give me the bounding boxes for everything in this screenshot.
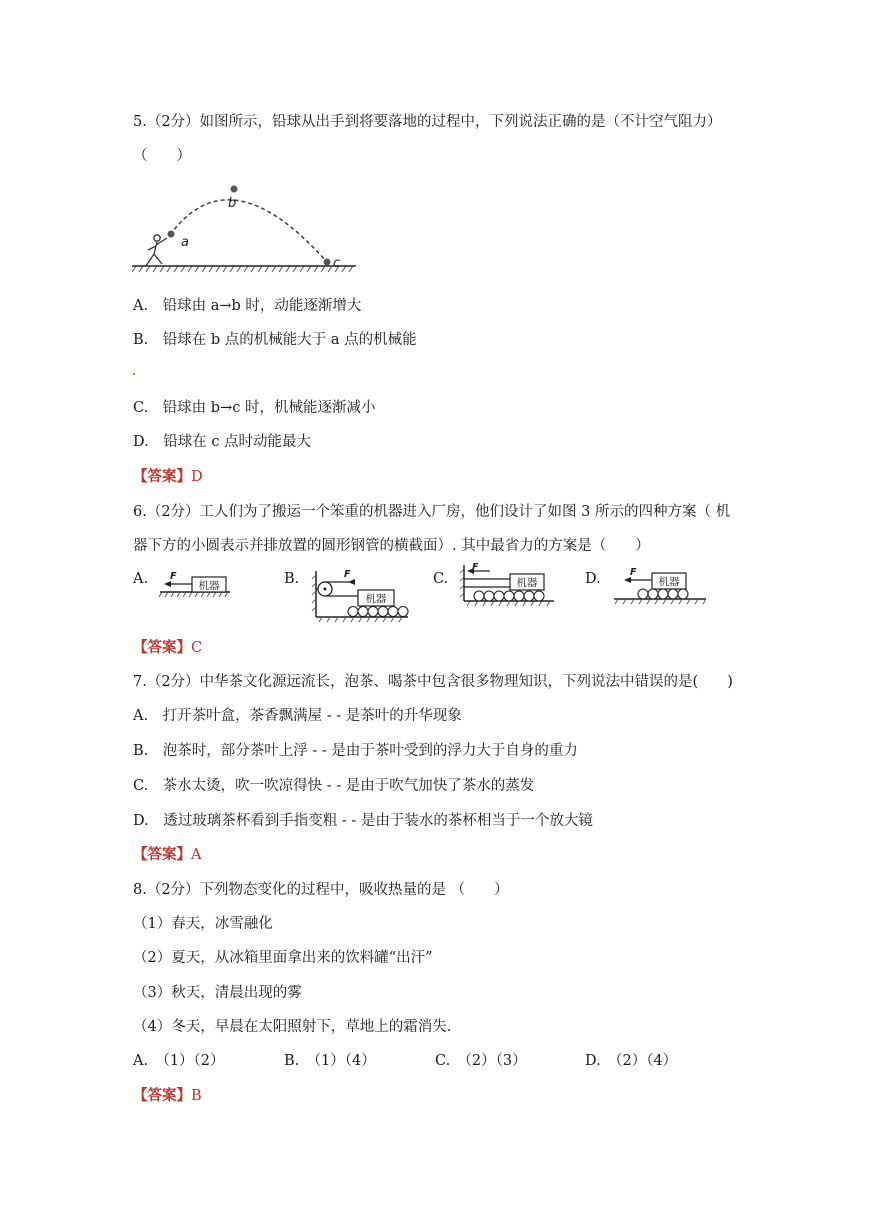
label-b: b: [228, 196, 237, 211]
q8-option-c: C. （2）（3）: [435, 1053, 527, 1069]
label-c: c: [333, 256, 341, 271]
q6-stem-line2: 器下方的小圆表示并排放置的圆形钢管的横截面）. 其中最省力的方案是（ ）: [133, 538, 650, 554]
q5-answer: [133, 467, 203, 487]
ball-b: [231, 186, 238, 193]
answer-bracket-close: 】: [176, 468, 191, 485]
label-a: a: [181, 235, 189, 250]
q6-option-letter-b: B.: [284, 571, 300, 587]
answer-label: 答案: [147, 639, 177, 656]
machine-label-a: 机器: [198, 580, 220, 592]
force-label-c: F: [472, 562, 479, 573]
force-label-a: F: [170, 571, 177, 582]
answer-value: A: [191, 847, 202, 863]
answer-label: 答案: [147, 468, 177, 485]
answer-bracket-close: 】: [176, 639, 191, 656]
q7-option-a: A. 打开茶叶盒，茶香飘满屋 - - 是茶叶的升华现象: [133, 708, 462, 724]
answer-value: C: [191, 640, 203, 656]
ground-hatching: [132, 266, 356, 272]
force-label-d: F: [630, 567, 637, 578]
q6-answer: [133, 638, 202, 658]
answer-bracket-open: 【: [133, 1087, 148, 1104]
q6-stem-line1: 6.（2分）工人们为了搬运一个笨重的机器进入厂房，他们设计了如图 3 所示的四种方案（ 机: [133, 504, 731, 520]
answer-bracket-open: 【: [133, 639, 148, 656]
q5-option-c: C. 铅球由 b→c 时，机械能逐渐减小: [133, 400, 376, 416]
q5-option-b: B. 铅球在 b 点的机械能大于 a 点的机械能: [133, 332, 417, 348]
answer-bracket-close: 】: [176, 846, 191, 863]
machine-label-d: 机器: [658, 576, 680, 588]
q6-figure-c: [458, 563, 558, 607]
q8-option-a: A. （1）（2）: [133, 1053, 225, 1069]
q8-option-b: B. （1）（4）: [284, 1053, 376, 1069]
q5-option-a: A. 铅球由 a→b 时，动能逐渐增大: [133, 298, 362, 314]
q7-option-c: C. 茶水太烫，吹一吹凉得快 - - 是由于吹气加快了茶水的蒸发: [133, 778, 535, 794]
ball-a: [168, 231, 175, 238]
answer-bracket-open: 【: [133, 846, 148, 863]
force-label-b: F: [344, 569, 351, 580]
q7-option-d: D. 透过玻璃茶杯看到手指变粗 - - 是由于装水的茶杯相当于一个放大镜: [133, 813, 593, 829]
answer-label: 答案: [147, 1087, 177, 1104]
q6-figure-d: [610, 566, 710, 606]
answer-bracket-close: 】: [176, 1087, 191, 1104]
q7-option-b: B. 泡茶时，部分茶叶上浮 - - 是由于茶叶受到的浮力大于自身的重力: [133, 743, 578, 759]
q8-item-3: （3）秋天，清晨出现的雾: [133, 985, 302, 1001]
answer-label: 答案: [147, 846, 177, 863]
q5-answer-paren: （ ）: [133, 148, 191, 164]
q6-option-letter-a: A.: [133, 571, 149, 587]
q8-option-d: D. （2）（4）: [585, 1053, 678, 1069]
q5-trajectory-figure: [130, 178, 360, 274]
answer-value: B: [191, 1088, 202, 1104]
ball-c: [324, 259, 331, 266]
q8-stem: 8.（2分）下列物态变化的过程中，吸收热量的是 （ ）: [133, 882, 509, 898]
machine-label-b: 机器: [365, 593, 387, 605]
answer-value: D: [191, 469, 203, 485]
q6-figure-a: [158, 568, 234, 600]
q5-stem: 5.（2分）如图所示，铅球从出手到将要落地的过程中，下列说法正确的是（不计空气阻力）: [133, 114, 722, 130]
trajectory-curve: [170, 200, 327, 262]
q8-item-4: （4）冬天，早晨在太阳照射下，草地上的霜消失.: [133, 1019, 452, 1035]
q5-option-d: D. 铅球在 c 点时动能最大: [133, 434, 312, 450]
q6-option-letter-c: C.: [433, 571, 449, 587]
q8-answer: [133, 1086, 202, 1106]
q7-stem: 7.（2分）中华茶文化源远流长，泡茶、喝茶中包含很多物理知识，下列说法中错误的是( ): [133, 674, 733, 690]
answer-bracket-open: 【: [133, 468, 148, 485]
machine-label-c: 机器: [516, 577, 538, 589]
q7-answer: [133, 845, 201, 865]
q6-option-letter-d: D.: [585, 571, 601, 587]
thrower-figure: [146, 235, 167, 266]
q6-figure-b: [308, 565, 412, 623]
q8-item-1: （1）春天，冰雪融化: [133, 916, 273, 932]
q8-item-2: （2）夏天，从冰箱里面拿出来的饮料罐“出汗”: [133, 950, 433, 966]
stray-mark: [133, 373, 135, 375]
